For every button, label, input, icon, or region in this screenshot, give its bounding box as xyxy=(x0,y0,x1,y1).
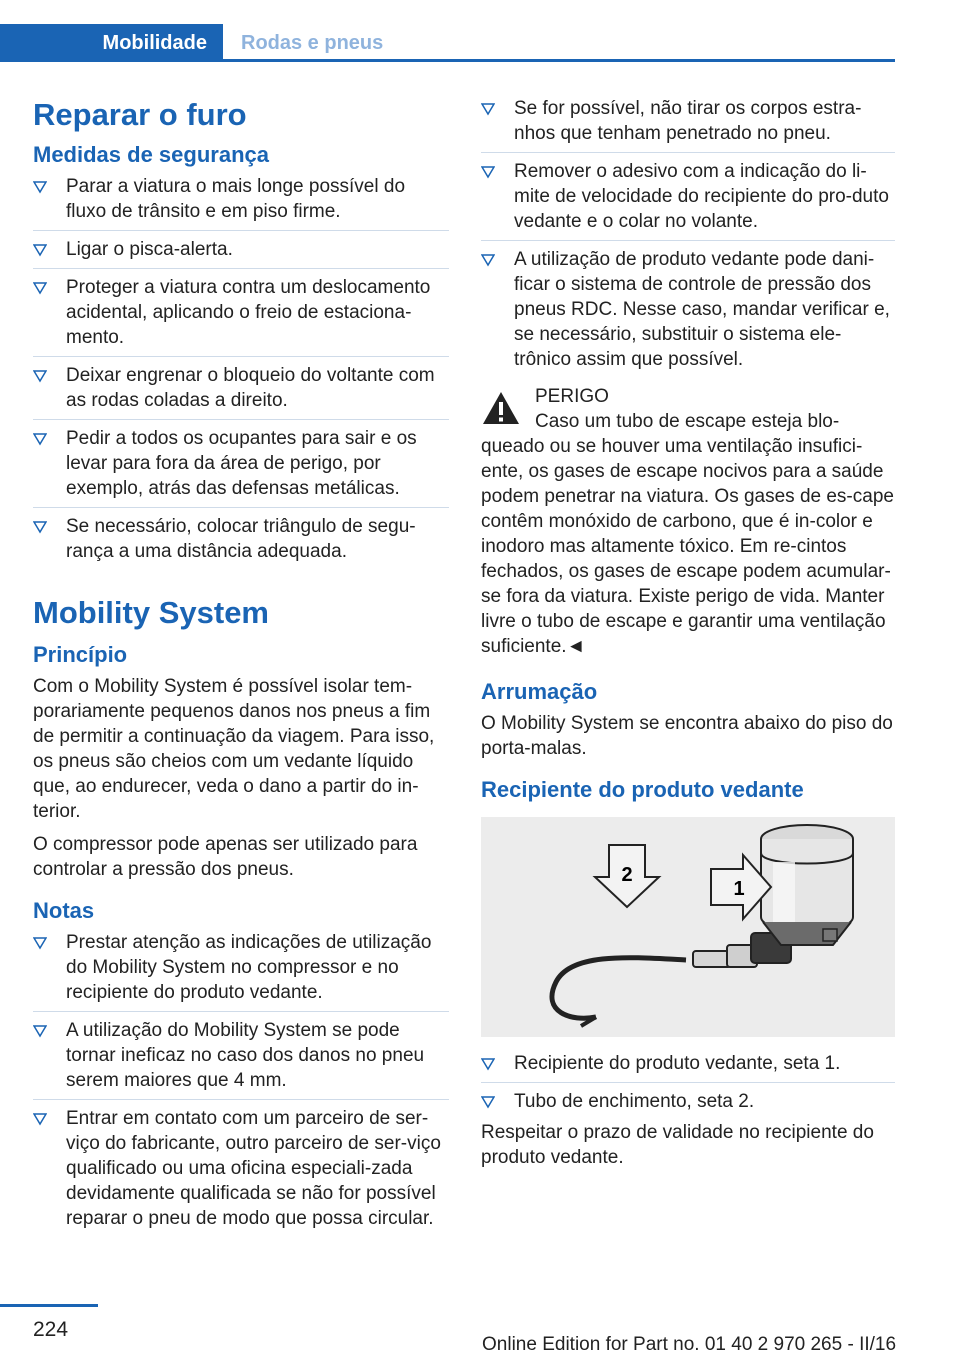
danger-warning xyxy=(481,384,895,659)
list-item-text: Entrar em contato com um parceiro de ser-viço do fabricante, outro parceiro de ser-viço qualificado ou uma oficina especiali-zada devidamente qualificada se não for possível reparar o pneu de modo que possa circular. xyxy=(66,1108,441,1229)
triangle-bullet-icon xyxy=(481,247,499,272)
list-item-text: Ligar o pisca-alerta. xyxy=(66,239,233,260)
continued-list xyxy=(481,96,895,372)
list-item-text: A utilização de produto vedante pode dani-ficar o sistema de controle de pressão dos pneus RDC. Nesse caso, mandar verificar e, se necessário, substituir o sistema ele-trônico assim que possível. xyxy=(514,249,890,370)
list-item-text: Se for possível, não tirar os corpos estra-nhos que tenham penetrado no pneu. xyxy=(514,98,862,144)
left-column xyxy=(33,96,449,1237)
edition-note: Online Edition for Part no. 01 40 2 970 265 - II/16 xyxy=(482,1334,897,1355)
right-column xyxy=(481,96,895,1178)
list-item-text: Se necessário, colocar triângulo de segu-rança a uma distância adequada. xyxy=(66,516,416,562)
list-item-text: Tubo de enchimento, seta 2. xyxy=(514,1091,755,1112)
warning-title: PERIGO xyxy=(535,386,609,407)
triangle-bullet-icon xyxy=(481,159,499,184)
list-item xyxy=(33,174,449,231)
list-item xyxy=(33,1018,449,1100)
list-item xyxy=(481,159,895,241)
triangle-bullet-icon xyxy=(33,426,51,451)
list-item xyxy=(481,1051,895,1083)
triangle-bullet-icon xyxy=(481,1089,499,1114)
list-item-text: Recipiente do produto vedante, seta 1. xyxy=(514,1053,841,1074)
heading-notes: Notas xyxy=(33,898,95,923)
triangle-bullet-icon xyxy=(481,1051,499,1076)
warning-text-first-line: Caso um tubo de escape esteja blo- xyxy=(535,411,840,432)
header-tab-rodas-e-pneus: Rodas e pneus xyxy=(223,24,895,62)
heading-repair: Reparar o furo xyxy=(33,97,247,132)
heading-principle: Princípio xyxy=(33,642,128,667)
list-item xyxy=(33,363,449,420)
principle-paragraph-1: Com o Mobility System é possível isolar tem-porariamente pequenos danos nos pneus a fim de permitir a continuação da viagem. Para isso, os pneus são cheios com um vedante líquido que, ao endurecer, veda o dano a partir do in-terior. xyxy=(33,676,435,822)
sealant-container-illustration xyxy=(481,817,895,1037)
warning-text: queado ou se houver uma ventilação insufici-ente, os gases de escape nocivos para a saúde podem penetrar na viatura. Os gases de es-cape contêm monóxido de carbono, que é in-color e inodoro mas altamente tóxico. Em re-cintos fechados, os gases de escape podem acumular-se fora da viatura. Existe perigo de vida. Manter livre o tubo de escape e garantir uma ventilação suficiente.◄ xyxy=(481,436,894,657)
heading-storage: Arrumação xyxy=(481,679,598,704)
triangle-bullet-icon xyxy=(481,96,499,121)
header-tab-mobilidade: Mobilidade xyxy=(0,24,223,62)
list-item xyxy=(481,247,895,372)
list-item xyxy=(33,275,449,357)
warning-triangle-icon xyxy=(481,390,521,426)
triangle-bullet-icon xyxy=(33,237,51,262)
heading-safety: Medidas de segurança xyxy=(33,142,269,167)
footer-rule xyxy=(0,1304,98,1307)
figure-label-2: 2 xyxy=(621,864,633,886)
list-item xyxy=(481,96,895,153)
triangle-bullet-icon xyxy=(33,174,51,199)
list-item-text: Pedir a todos os ocupantes para sair e os levar para fora da área de perigo, por exemplo, atrás das defensas metálicas. xyxy=(66,428,417,499)
list-item xyxy=(33,1106,449,1231)
list-item-text: Deixar engrenar o bloqueio do voltante com as rodas coladas a direito. xyxy=(66,365,435,411)
figure-label-1: 1 xyxy=(733,878,745,900)
triangle-bullet-icon xyxy=(33,363,51,388)
page-number: 224 xyxy=(33,1318,69,1341)
triangle-bullet-icon xyxy=(33,1106,51,1131)
container-list xyxy=(481,1051,895,1114)
heading-sealant-container: Recipiente do produto vedante xyxy=(481,777,804,802)
list-item-text: Parar a viatura o mais longe possível do fluxo de trânsito e em piso firme. xyxy=(66,176,406,222)
heading-mobility-system: Mobility System xyxy=(33,595,269,630)
principle-paragraph-2: O compressor pode apenas ser utilizado para controlar a pressão dos pneus. xyxy=(33,834,418,880)
triangle-bullet-icon xyxy=(33,275,51,300)
list-item xyxy=(33,514,449,564)
list-item xyxy=(33,930,449,1012)
list-item-text: Prestar atenção as indicações de utilização do Mobility System no compressor e no recipiente do produto vedante. xyxy=(66,932,432,1003)
validity-paragraph: Respeitar o prazo de validade no recipiente do produto vedante. xyxy=(481,1122,874,1168)
triangle-bullet-icon xyxy=(33,1018,51,1043)
list-item-text: Remover o adesivo com a indicação do li-mite de velocidade do recipiente do pro-duto vedante e o colar no volante. xyxy=(514,161,889,232)
safety-list xyxy=(33,174,449,564)
triangle-bullet-icon xyxy=(33,930,51,955)
list-item xyxy=(481,1089,895,1114)
storage-paragraph: O Mobility System se encontra abaixo do piso do porta-malas. xyxy=(481,713,893,759)
notes-list xyxy=(33,930,449,1231)
list-item-text: Proteger a viatura contra um deslocamento acidental, aplicando o freio de estaciona-mento. xyxy=(66,277,431,348)
list-item xyxy=(33,426,449,508)
triangle-bullet-icon xyxy=(33,514,51,539)
list-item xyxy=(33,237,449,269)
list-item-text: A utilização do Mobility System se pode tornar ineficaz no caso dos danos no pneu serem maiores que 4 mm. xyxy=(66,1020,425,1091)
